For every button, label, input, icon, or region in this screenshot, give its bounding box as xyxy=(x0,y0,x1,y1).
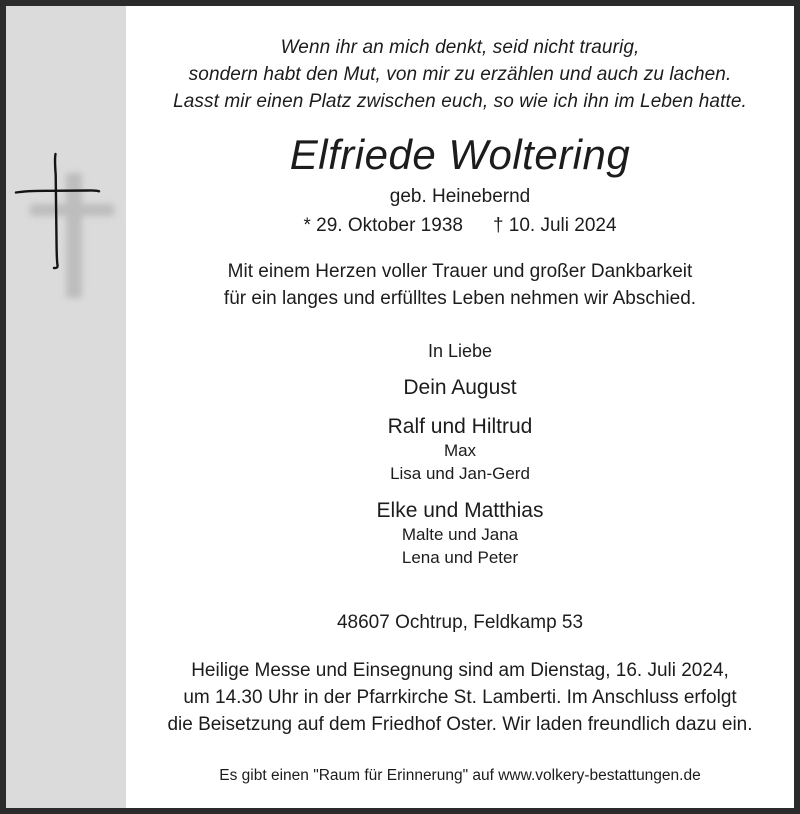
epigraph-line: sondern habt den Mut, von mir zu erzählen und auch zu lachen. xyxy=(188,64,732,85)
mourner-group xyxy=(126,414,794,485)
memorial-note: Es gibt einen "Raum für Erinnerung" auf www.volkery-bestattungen.de xyxy=(219,767,701,784)
mourner-child-name: Max xyxy=(443,441,477,460)
tribute-text xyxy=(126,258,794,312)
service-line: um 14.30 Uhr in der Pfarrkirche St. Lamberti. Im Anschluss erfolgt xyxy=(183,687,737,708)
mourner-name: Elke und Matthias xyxy=(376,499,544,522)
family-address: 48607 Ochtrup, Feldkamp 53 xyxy=(336,612,584,633)
mourner-group xyxy=(126,375,794,401)
mourner-name: Dein August xyxy=(403,376,517,399)
life-dates xyxy=(126,214,794,238)
maiden-name: geb. Heinebernd xyxy=(389,186,531,207)
mourner-group xyxy=(126,498,794,569)
death-date: † 10. Juli 2024 xyxy=(492,215,617,236)
sidebar-band xyxy=(6,6,126,808)
epigraph-line: Lasst mir einen Platz zwischen euch, so wie ich ihn im Leben hatte. xyxy=(173,91,747,112)
tribute-line: für ein langes und erfülltes Leben nehmen wir Abschied. xyxy=(223,288,697,309)
mourner-child-name: Malte und Jana xyxy=(401,525,519,544)
service-announcement xyxy=(126,657,794,738)
service-line: Heilige Messe und Einsegnung sind am Dienstag, 16. Juli 2024, xyxy=(191,660,729,681)
service-line: die Beisetzung auf dem Friedhof Oster. Wir laden freundlich dazu ein. xyxy=(167,714,753,735)
mourner-name: Ralf und Hiltrud xyxy=(387,415,533,438)
notice-body xyxy=(126,6,794,808)
memorial-cross-icon xyxy=(6,145,126,310)
mourner-child-name: Lena und Peter xyxy=(401,547,519,567)
tribute-line: Mit einem Herzen voller Trauer und großer Dankbarkeit xyxy=(227,261,693,282)
deceased-name: Elfriede Woltering xyxy=(289,131,631,178)
birth-date: * 29. Oktober 1938 xyxy=(303,215,463,236)
mourner-child-name: Lisa und Jan-Gerd xyxy=(390,463,530,483)
epigraph-line: Wenn ihr an mich denkt, seid nicht traurig, xyxy=(280,37,640,58)
epigraph-quote xyxy=(126,34,794,115)
closing-phrase: In Liebe xyxy=(427,341,493,361)
